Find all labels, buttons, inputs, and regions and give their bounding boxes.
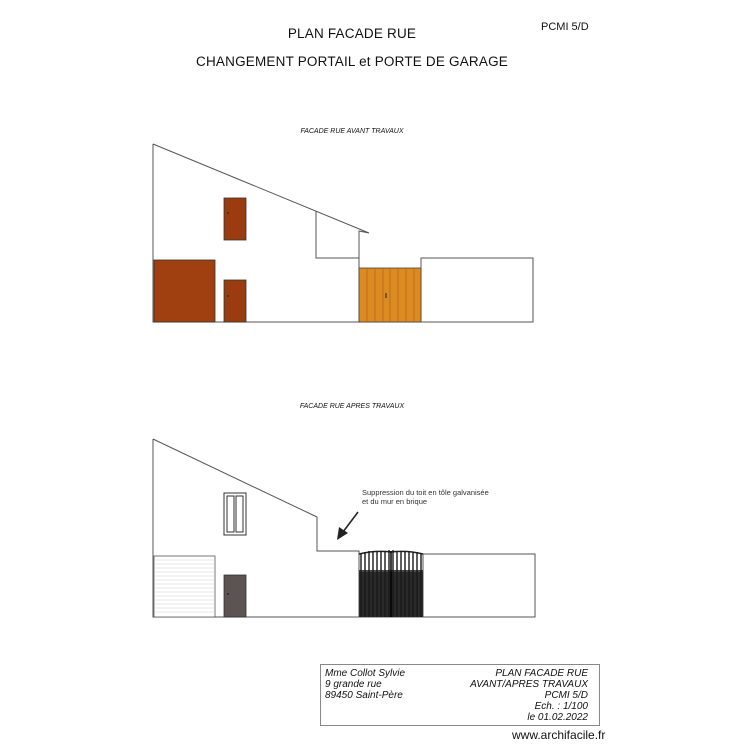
- block-plan-subtitle: AVANT/APRES TRAVAUX: [470, 679, 588, 690]
- side-wall-after: [423, 554, 535, 617]
- garage-door-before: [154, 260, 215, 322]
- plan-subtitle: CHANGEMENT PORTAIL et PORTE DE GARAGE: [196, 54, 508, 69]
- annotation-line-2: et du mur en brique: [362, 497, 428, 506]
- owner-street: 9 grande rue: [325, 679, 382, 690]
- metal-gate-after: [359, 550, 423, 617]
- block-plan-title: PLAN FACADE RUE: [495, 668, 588, 679]
- annex-roof-before: [316, 211, 359, 258]
- block-date: le 01.02.2022: [527, 712, 588, 723]
- arrow-icon: [337, 512, 358, 540]
- caption-after-works: FACADE RUE APRES TRAVAUX: [299, 403, 405, 410]
- window-door-before: [224, 198, 246, 240]
- owner-city: 89450 Saint-Père: [325, 690, 403, 701]
- window-after: [224, 493, 246, 535]
- side-wall-before: [421, 258, 533, 322]
- caption-before-works: FACADE RUE AVANT TRAVAUX: [300, 128, 404, 135]
- annotation-note: [362, 488, 489, 506]
- entrance-door-after: [224, 575, 246, 617]
- sectional-garage-door-after: [154, 556, 215, 617]
- owner-name: Mme Collot Sylvie: [325, 668, 406, 679]
- block-scale: Ech. : 1/100: [534, 701, 588, 712]
- entrance-door-before: [224, 280, 246, 322]
- wooden-gate-before: [359, 268, 421, 322]
- annotation-line-1: Suppression du toit en tôle galvanisée: [362, 488, 489, 497]
- plan-reference: PCMI 5/D: [541, 21, 589, 33]
- plan-title: PLAN FACADE RUE: [287, 26, 417, 41]
- site-watermark: www.archifacile.fr: [512, 728, 606, 742]
- block-plan-ref: PCMI 5/D: [544, 690, 588, 701]
- title-block: [320, 664, 600, 726]
